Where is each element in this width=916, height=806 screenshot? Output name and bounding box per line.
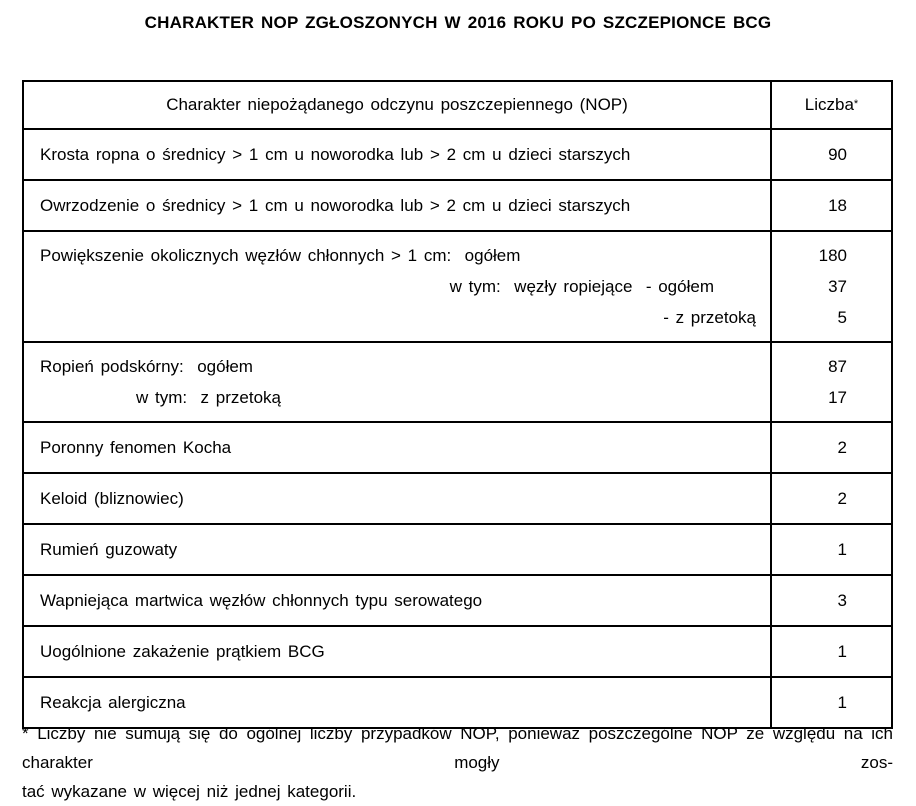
column-header-charakter: Charakter niepożądanego odczynu poszczepiennego (NOP) [166,95,628,114]
row-label-cell [24,232,770,341]
table-row [24,523,891,574]
row-label-line: Reakcja alergiczna [40,693,186,712]
row-label-line: w tym: z przetoką [136,388,281,407]
row-label-cell [24,474,770,523]
row-value-cell [770,181,891,230]
table-body [24,128,891,727]
row-value-cell [770,576,891,625]
table-row [24,574,891,625]
row-value: 2 [837,438,847,457]
row-value: 3 [837,591,847,610]
row-label-line: Krosta ropna o średnicy > 1 cm u noworodka lub > 2 cm u dzieci starszych [40,145,631,164]
row-label-line: Powiększenie okolicznych węzłów chłonnych > 1 cm: ogółem [40,246,521,265]
table-header-row [24,82,891,128]
row-value: 1 [837,693,847,712]
column-header-liczba-label: Liczba [804,95,854,114]
row-value: 17 [828,388,847,407]
footnote [22,719,893,806]
table-row [24,625,891,676]
table-row [24,341,891,421]
row-value-cell [770,627,891,676]
row-label-cell [24,525,770,574]
row-label-line: - z przetoką [663,308,756,327]
row-label-cell [24,423,770,472]
row-label-line: Ropień podskórny: ogółem [40,357,253,376]
row-value: 1 [837,540,847,559]
row-value-cell [770,525,891,574]
row-value: 87 [828,357,847,376]
row-label-line: Rumień guzowaty [40,540,178,559]
table-row [24,128,891,179]
row-label-cell [24,343,770,421]
row-value: 37 [828,277,847,296]
row-label-line: Poronny fenomen Kocha [40,438,232,457]
page-title: CHARAKTER NOP ZGŁOSZONYCH W 2016 ROKU PO SZCZEPIONCE BCG [144,13,772,32]
row-label-line: Uogólnione zakażenie prątkiem BCG [40,642,325,661]
row-value: 18 [828,196,847,215]
row-value: 1 [837,642,847,661]
row-label-cell [24,181,770,230]
table-row [24,179,891,230]
row-label-line: w tym: węzły ropiejące - ogółem [449,277,714,296]
row-label-cell [24,130,770,179]
column-header-liczba: Liczba * [770,82,891,128]
row-value-cell [770,423,891,472]
row-value-cell [770,343,891,421]
row-value-cell [770,232,891,341]
row-label-line: Keloid (bliznowiec) [40,489,184,508]
nop-table [22,80,893,729]
row-value: 2 [837,489,847,508]
table-row [24,421,891,472]
row-label-cell [24,627,770,676]
row-value-cell [770,474,891,523]
table-row [24,230,891,341]
footnote-line-2: tać wykazane w więcej niż jednej kategorii. [22,782,357,801]
row-label-cell [24,576,770,625]
table-row [24,472,891,523]
row-label-line: Wapniejąca martwica węzłów chłonnych typu serowatego [40,591,483,610]
footnote-line-1: * Liczby nie sumują się do ogólnej liczby przypadków NOP, ponieważ poszczególne NOP ze względu na ich charakter mogły zos- [22,724,893,772]
row-label-line: Owrzodzenie o średnicy > 1 cm u noworodka lub > 2 cm u dzieci starszych [40,196,631,215]
row-value-cell [770,130,891,179]
row-value: 5 [837,308,847,327]
row-value: 180 [818,246,847,265]
row-value: 90 [828,145,847,164]
